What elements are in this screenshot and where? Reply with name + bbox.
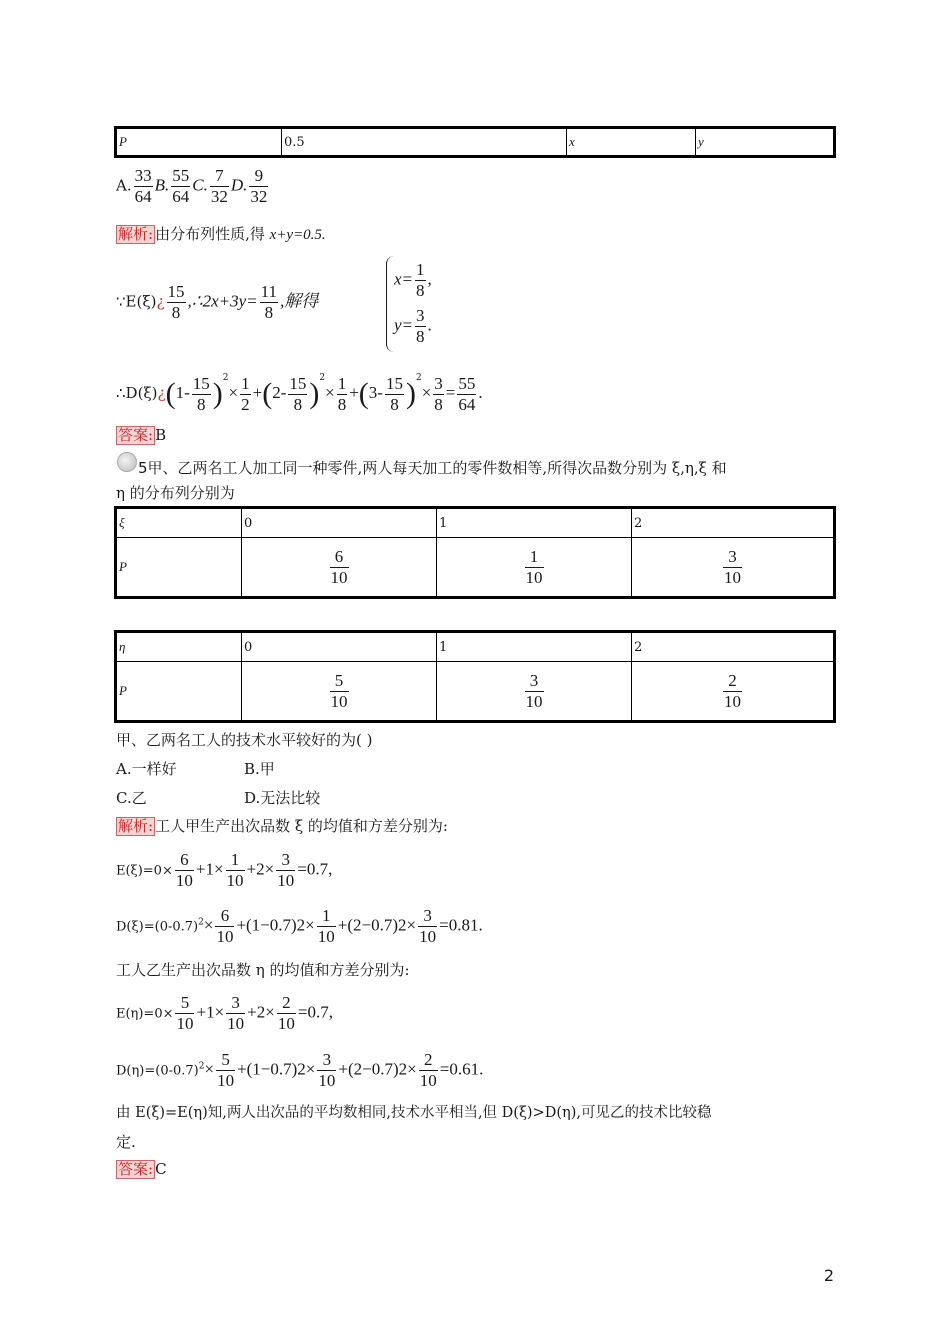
q4-expectation-line [116, 282, 318, 323]
table-cell: 1 [437, 508, 632, 538]
question-marker-icon [117, 452, 137, 472]
frac: $\frac{11}{8}$ [260, 282, 277, 322]
q5-conclusion-line2: 定. [116, 1133, 136, 1151]
table-cell: $\frac{5}{10}$ [242, 662, 437, 722]
table-cell: $\frac{3}{10}$ [632, 538, 835, 598]
system-x: x= $\frac{1}{8}$ , [394, 260, 432, 300]
option-d-label: D. [230, 175, 248, 195]
q5-answer-line [116, 1159, 167, 1179]
answer-tag: 答案: [118, 1160, 154, 1178]
page-number: 2 [823, 1266, 834, 1285]
q5-conclusion-line1: 由 E(ξ)=E(η)知,两人出次品的平均数相同,技术水平相当,但 D(ξ)>D(η),可见乙的技术比较稳 [116, 1105, 712, 1121]
equation-text: ,∴2x+3y= [187, 291, 258, 311]
table-cell: P [116, 128, 282, 157]
q5-stem-line2: η 的分布列分别为 [116, 484, 235, 502]
table-cell: 2 [632, 508, 835, 538]
option-c-label: C. [192, 175, 208, 195]
option-a-frac: $\frac{33}{64}$ [134, 166, 152, 206]
frac: $\frac{15}{8}$ [167, 282, 185, 322]
e-xi-equation: E(ξ)=0× $\frac{6}{10}$ +1× $\frac{1}{10}$ +2× $\frac{3}{10}$ =0.7, [116, 850, 333, 890]
solve-text: ,解得 [280, 291, 319, 311]
option-b-frac: $\frac{55}{64}$ [172, 166, 190, 206]
question-number: 5 [138, 459, 148, 477]
answer-tag: 答案: [118, 426, 154, 444]
table-cell: y [696, 128, 835, 157]
analysis-tag: 解析: [118, 225, 154, 243]
option-b-label: B. [154, 175, 170, 195]
q5-eta-text: 工人乙生产出次品数 η 的均值和方差分别为: [116, 961, 410, 979]
q5-option-a: A.一样好 [116, 760, 177, 778]
table-cell: ξ [116, 508, 242, 538]
distribution-table-top [114, 126, 836, 158]
table-cell: 0 [242, 632, 437, 662]
expectation-lhs: ∵E(ξ) [116, 292, 157, 311]
q4-answer-line [116, 425, 166, 445]
q5-option-b: B.甲 [244, 760, 275, 778]
table-cell: P [116, 538, 242, 598]
analysis-text: 工人甲生产出次品数 ξ 的均值和方差分别为: [155, 817, 448, 835]
table-cell: 2 [632, 632, 835, 662]
e-eta-equation: E(η)=0× $\frac{5}{10}$ +1× $\frac{3}{10}$ +2× $\frac{2}{10}$ =0.7, [116, 993, 333, 1033]
option-c-frac: $\frac{7}{32}$ [210, 166, 228, 206]
analysis-text: 由分布列性质,得 [155, 225, 265, 243]
system-y: y= $\frac{3}{8}$ . [394, 306, 432, 346]
q5-option-d: D.无法比较 [244, 789, 321, 807]
eta-distribution-table [114, 630, 836, 723]
analysis-eq: x+y=0.5. [269, 227, 326, 243]
q4-analysis-line [116, 224, 326, 245]
option-a-label: A. [116, 176, 132, 195]
table-cell: $\frac{1}{10}$ [437, 538, 632, 598]
q5-option-c: C.乙 [116, 789, 147, 807]
placeholder-mark: ¿ [157, 384, 166, 402]
d-eta-equation: $D(\eta)=(0-0.7)^2\times$ $\frac{5}{10}$ +(1−0.7)2× $\frac{3}{10}$ +(2−0.7)2× $\frac{2}{10}$ =0.61. [116, 1050, 484, 1090]
table-cell: x [567, 128, 696, 157]
q5-stem-line1 [138, 458, 727, 478]
option-d-frac: $\frac{9}{32}$ [250, 166, 268, 206]
placeholder-mark: ¿ [156, 292, 165, 311]
q4-variance-line: ∴D(ξ)¿(1- $\frac{15}{8}$ )$^2$× $\frac{1}{2}$ +(2- $\frac{15}{8}$ )$^2$× $\frac{1}{8}$ +(3- $\frac{15}{8}$ )$^2$× $\frac{3}{8}$ = $\frac{55}{64}$ . [116, 373, 483, 414]
table-cell: $\frac{3}{10}$ [437, 662, 632, 722]
table-cell: $\frac{6}{10}$ [242, 538, 437, 598]
answer-value: C [155, 1160, 167, 1178]
table-cell: P [116, 662, 242, 722]
xi-distribution-table [114, 506, 836, 599]
q5-analysis-line [116, 816, 448, 836]
table-cell: η [116, 632, 242, 662]
table-cell: 0.5 [282, 128, 567, 157]
answer-value: B [155, 426, 167, 444]
question-stem: 甲、乙两名工人加工同一种零件,两人每天加工的零件数相等,所得次品数分别为 ξ,η,ξ 和 [147, 459, 727, 477]
q5-question: 甲、乙两名工人的技术水平较好的为( ) [116, 731, 373, 749]
table-cell: 0 [242, 508, 437, 538]
variance-lhs: ∴D(ξ) [116, 384, 158, 402]
q4-options [116, 166, 270, 207]
table-cell: $\frac{2}{10}$ [632, 662, 835, 722]
table-cell: 1 [437, 632, 632, 662]
d-xi-equation: $D(\xi)=(0-0.7)^2\times$ $\frac{6}{10}$ +(1−0.7)2× $\frac{1}{10}$ +(2−0.7)2× $\frac{3}{10}$ =0.81. [116, 906, 483, 946]
analysis-tag: 解析: [118, 817, 154, 835]
